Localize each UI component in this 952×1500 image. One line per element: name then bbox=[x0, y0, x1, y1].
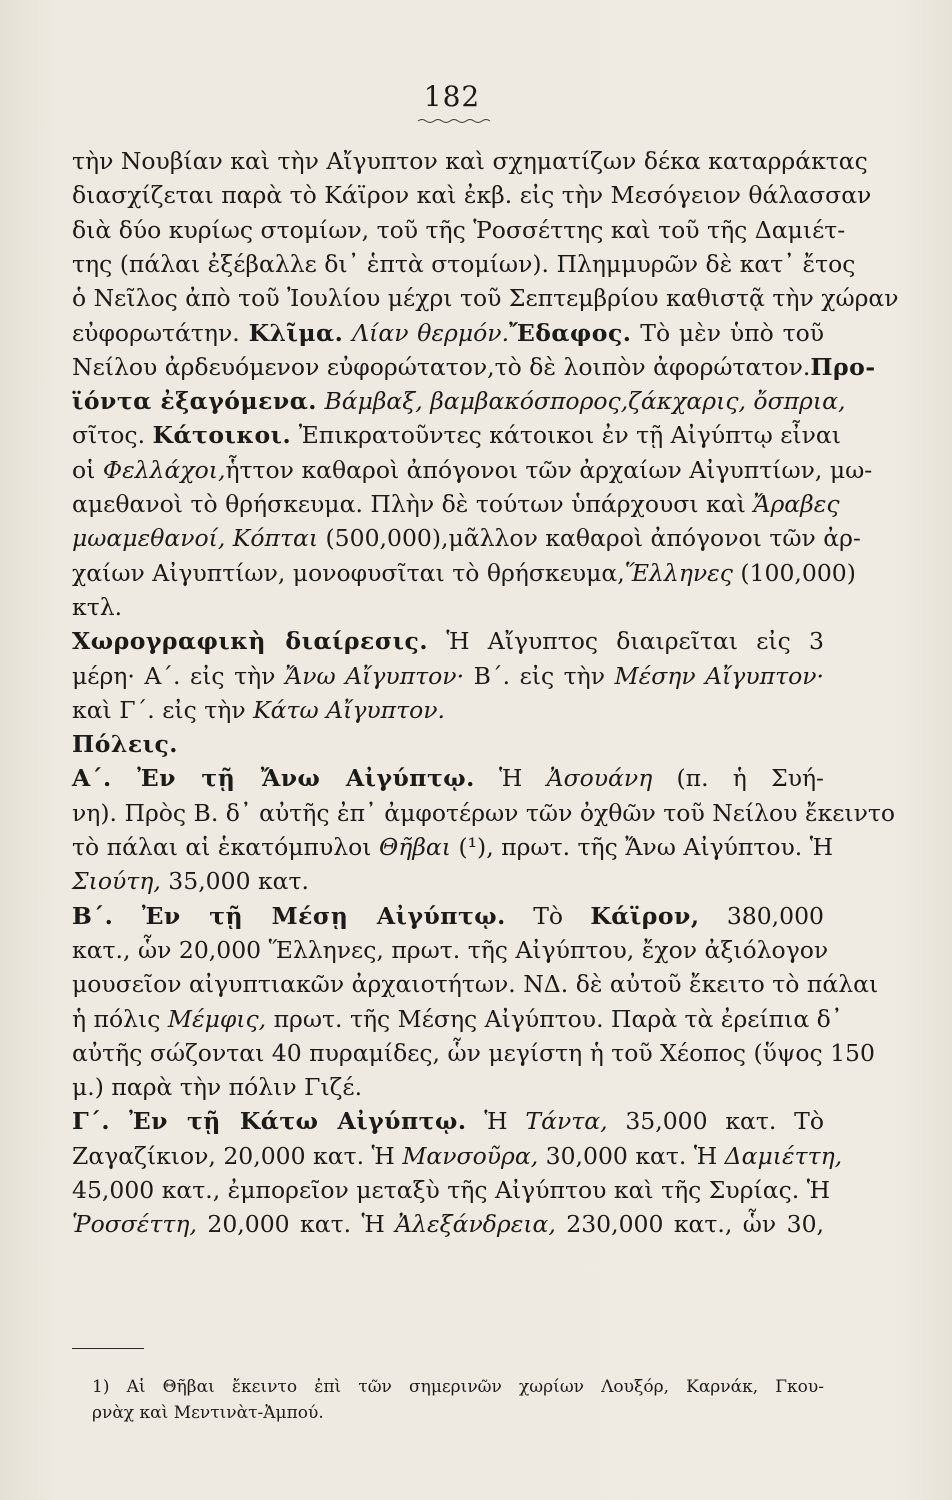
text-line bbox=[72, 384, 846, 418]
text-line bbox=[72, 521, 861, 555]
text-line bbox=[72, 761, 824, 795]
bold-heading: Α΄. Ἐν τῇ Ἄνω Αἰγύπτῳ. bbox=[72, 764, 475, 793]
italic-term: Ἀσουάνη bbox=[546, 764, 653, 793]
text-line bbox=[72, 864, 824, 898]
text-line: της (πάλαι ἐξέβαλλε δι᾽ ἑπτὰ στομίων). Πλημμυρῶν δὲ κατ᾽ ἔτος bbox=[72, 249, 856, 278]
text-run: 230,000 κατ., ὧν 30, bbox=[555, 1210, 824, 1239]
text-line bbox=[72, 899, 824, 933]
italic-term: Θῆβαι bbox=[378, 833, 451, 861]
text-line bbox=[72, 453, 873, 487]
text-line bbox=[72, 418, 842, 452]
italic-term: Ἄνω Αἴγυπτον· bbox=[284, 661, 465, 690]
text-run: Ἐπικρατοῦντες κάτοικοι ἐν τῇ Αἰγύπτῳ εἶναι bbox=[291, 421, 842, 450]
bold-heading: Β΄. Ἐν τῇ Μέσῃ Αἰγύπτῳ. bbox=[72, 901, 506, 930]
text-line bbox=[72, 1207, 824, 1241]
bold-heading: Χωρογραφικὴ διαίρεσις. bbox=[72, 627, 429, 656]
italic-term: Λίαν θερμόν. bbox=[343, 318, 510, 347]
text-line: διὰ δύο κυρίως στομίων, τοῦ τῆς Ῥοσσέττης καὶ τοῦ τῆς Δαμιέτ- bbox=[72, 215, 846, 244]
italic-term: Μανσοῦρα, bbox=[402, 1141, 539, 1170]
text-line bbox=[72, 1002, 843, 1036]
text-line bbox=[72, 659, 824, 693]
text-line: διασχίζεται παρὰ τὸ Κάϊρον καὶ ἐκβ. εἰς τὴν Μεσόγειον θάλασσαν bbox=[72, 181, 872, 210]
text-run: ἡ πόλις bbox=[72, 1004, 168, 1033]
text-run: 35,000 κατ. Τὸ bbox=[607, 1107, 824, 1136]
text-run: 30,000 κατ. Ἡ bbox=[538, 1141, 725, 1170]
page-number: 182 bbox=[423, 80, 481, 113]
italic-term: Σιούτη, bbox=[72, 867, 161, 896]
text-line bbox=[72, 487, 840, 521]
italic-term: Δαμιέττη, bbox=[724, 1141, 843, 1170]
text-run: (π. ἡ Συή- bbox=[652, 764, 824, 793]
bold-heading: Προ- bbox=[810, 352, 876, 381]
text-line bbox=[72, 350, 876, 384]
italic-term: Φελλάχοι, bbox=[102, 455, 226, 484]
page-number-ornament bbox=[418, 118, 490, 124]
text-run: τὸ πάλαι αἱ ἑκατόμπυλοι bbox=[72, 833, 379, 861]
italic-term: Τάντα, bbox=[525, 1107, 608, 1136]
text-run: 20,000 κατ. Ἡ bbox=[196, 1210, 396, 1239]
text-run: ἧττον καθαροὶ ἀπόγονοι τῶν ἀρχαίων Αἰγυπτίων, μω- bbox=[225, 455, 873, 484]
bold-heading: Κλῖμα. bbox=[248, 318, 344, 347]
text-run: Β΄. εἰς τὴν bbox=[464, 661, 615, 690]
text-line: αὐτῆς σώζονται 40 πυραμίδες, ὧν μεγίστη ἡ τοῦ Χέοπος (ὕψος 150 bbox=[72, 1038, 875, 1067]
text-line bbox=[72, 590, 824, 624]
text-run: (100,000) bbox=[732, 558, 856, 587]
text-run: Ζαγαζίκιον, 20,000 κατ. Ἡ bbox=[72, 1141, 403, 1170]
text-run: Ἡ bbox=[474, 764, 547, 793]
text-run: Τὸ μὲν ὑπὸ τοῦ bbox=[631, 318, 825, 347]
text-run: (¹), πρωτ. τῆς Ἄνω Αἰγύπτου. Ἡ bbox=[451, 833, 834, 861]
italic-term: Ἄραβες bbox=[753, 490, 840, 518]
text-line: τὴν Νουβίαν καὶ τὴν Αἴγυπτον καὶ σχηματίζων δέκα καταρράκτας bbox=[72, 147, 868, 175]
text-run: 380,000 bbox=[699, 901, 824, 930]
text-line bbox=[72, 830, 834, 864]
text-run: μέρη· Α΄. εἰς τὴν bbox=[72, 661, 285, 690]
text-line: 45,000 κατ., ἐμπορεῖον μεταξὺ τῆς Αἰγύπτου καὶ τῆς Συρίας. Ἡ bbox=[72, 1176, 831, 1204]
text-run: Νείλου ἀρδευόμενον εὐφορώτατον,τὸ δὲ λοιπὸν ἀφορώτατον. bbox=[72, 352, 811, 381]
bold-heading: Κάϊρον, bbox=[590, 901, 700, 930]
text-run: νη). Πρὸς Β. δ᾽ αὐτῆς ἐπ᾽ ἀμφοτέρων τῶν ὀχθῶν τοῦ Νείλου ἔκειντο bbox=[72, 798, 896, 827]
text-run: εὐφορωτάτην. bbox=[72, 318, 249, 347]
text-line bbox=[72, 1139, 843, 1173]
footnote-line-1: 1) Αἱ Θῆβαι ἔκειντο ἐπὶ τῶν σημερινῶν χωρίων Λουξόρ, Καρνάκ, Γκου- bbox=[92, 1377, 824, 1397]
text-line bbox=[72, 316, 824, 350]
italic-term: Μέσην Αἴγυπτον· bbox=[614, 661, 824, 690]
text-line bbox=[72, 556, 856, 590]
italic-term: Ἕλληνες bbox=[624, 558, 733, 587]
text-line bbox=[72, 624, 824, 658]
footnote-line-2: ρνὰχ καὶ Μεντινὰτ-Ἀμπού. bbox=[92, 1403, 324, 1423]
text-run: Τὸ bbox=[505, 901, 591, 930]
text-run: Ἡ bbox=[466, 1107, 526, 1136]
text-line bbox=[72, 1104, 824, 1138]
text-run: οἱ bbox=[72, 455, 103, 484]
text-run: χαίων Αἰγυπτίων, μονοφυσῖται τὸ θρήσκευμα, bbox=[72, 558, 625, 587]
italic-term: Βάμβαξ, βαμβακόσπορος,ζάκχαρις, ὄσπρια, bbox=[316, 387, 846, 416]
text-run: σῖτος. bbox=[72, 421, 153, 450]
text-line: κατ., ὧν 20,000 Ἕλληνες, πρωτ. τῆς Αἰγύπτου, ἔχον ἀξιόλογον bbox=[72, 935, 829, 964]
bold-heading: ϊόντα ἐξαγόμενα. bbox=[72, 387, 317, 416]
text-run: (500,000),μᾶλλον καθαροὶ ἀπόγονοι τῶν ἀρ- bbox=[318, 524, 861, 553]
italic-term: Ῥοσσέττη, bbox=[72, 1210, 197, 1239]
italic-term: Ἀλεξάνδρεια, bbox=[395, 1210, 556, 1239]
footnote-divider bbox=[72, 1348, 144, 1349]
text-run: 35,000 κατ. bbox=[160, 867, 310, 896]
bold-heading: Ἔδαφος. bbox=[509, 318, 632, 347]
text-run: πρωτ. τῆς Μέσης Αἰγύπτου. Παρὰ τὰ ἐρείπια δ᾽ bbox=[266, 1004, 843, 1033]
text-line bbox=[72, 796, 896, 830]
text-line bbox=[72, 693, 824, 727]
text-run: μ.) παρὰ τὴν πόλιν Γιζέ. bbox=[72, 1073, 363, 1102]
text-line bbox=[72, 1070, 824, 1104]
text-run: καὶ Γ΄. εἰς τὴν bbox=[72, 695, 254, 724]
text-run: αμεθανοὶ τὸ θρήσκευμα. Πλὴν δὲ τούτων ὑπάρχουσι καὶ bbox=[72, 490, 754, 518]
text-line: ὁ Νεῖλος ἀπὸ τοῦ Ἰουλίου μέχρι τοῦ Σεπτεμβρίου καθιστᾷ τὴν χώραν bbox=[72, 284, 899, 313]
bold-heading: Πόλεις. bbox=[72, 730, 178, 759]
bold-heading: Κάτοικοι. bbox=[152, 421, 292, 450]
text-line: μουσεῖον αἰγυπτιακῶν ἀρχαιοτήτων. ΝΔ. δὲ αὐτοῦ ἔκειτο τὸ πάλαι bbox=[72, 970, 879, 999]
text-run: κτλ. bbox=[72, 592, 123, 621]
italic-term: Κάτω Αἴγυπτον. bbox=[253, 695, 446, 724]
text-run: Ἡ Αἴγυπτος διαιρεῖται εἰς 3 bbox=[428, 627, 824, 656]
text-line bbox=[72, 727, 824, 761]
italic-term: Μέμφις, bbox=[167, 1004, 267, 1033]
italic-term: μωαμεθανοί, Κόπται bbox=[72, 524, 319, 553]
bold-heading: Γ΄. Ἐν τῇ Κάτω Αἰγύπτῳ. bbox=[72, 1107, 467, 1136]
